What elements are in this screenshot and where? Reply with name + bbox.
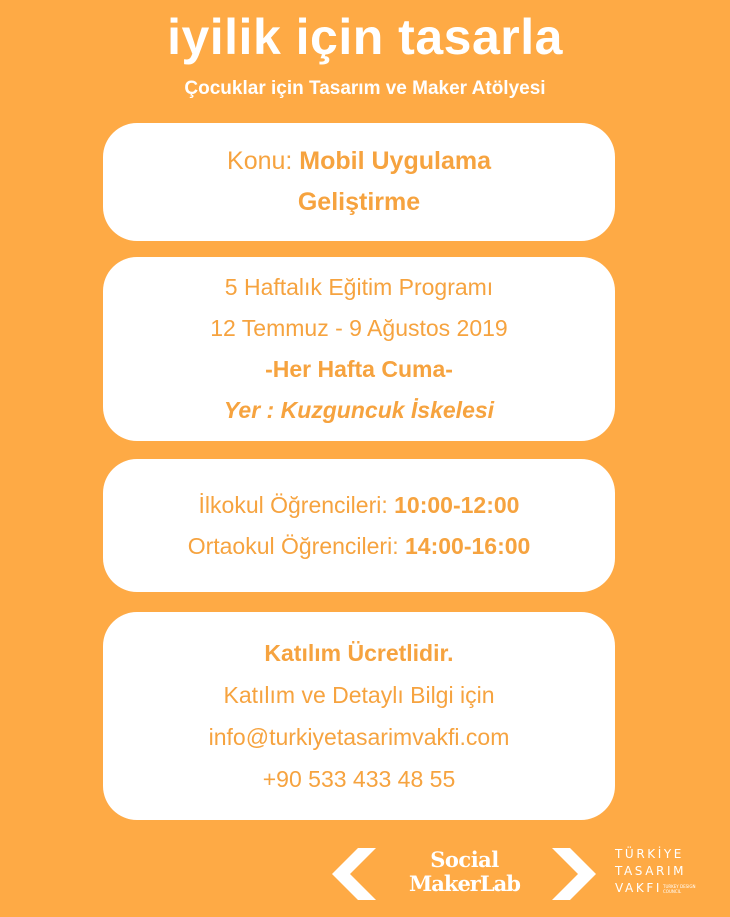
turkiye-tasarim-vakfi-logo [615,846,699,902]
topic-card [103,123,615,241]
contact-fee: Katılım Ücretlidir. [264,640,454,666]
social-makerlab-line-1: Social [430,847,499,872]
tv-logo-line-1: TÜRKİYE [615,847,684,861]
page-subtitle: Çocuklar için Tasarım ve Maker Atölyesi [184,78,546,99]
chevron-left-icon [330,846,378,902]
tv-logo-line-3: VAKFI [615,881,662,895]
tv-logo-line-2: TASARIM [615,864,687,878]
schedule-middle [188,526,531,567]
program-day: -Her Hafta Cuma- [265,356,453,382]
schedule-primary-label: İlkokul Öğrencileri: [198,491,395,518]
social-makerlab-line-2: MakerLab [409,871,520,896]
topic-value-line-1: Mobil Uygulama [299,147,491,175]
schedule-card [103,459,615,592]
chevron-right-icon [550,846,598,902]
schedule-middle-label: Ortaokul Öğrencileri: [187,532,405,559]
schedule-middle-time: 14:00-16:00 [405,532,531,559]
topic-value-line-2: Geliştirme [297,188,421,216]
social-makerlab-text [392,848,537,896]
tv-logo-small-text: TURKEY DESIGN COUNCIL [663,884,696,894]
topic-label: Konu: [227,147,300,175]
schedule-primary [199,485,520,526]
program-duration: 5 Haftalık Eğitim Programı [224,274,494,300]
program-location: Yer : Kuzguncuk İskelesi [223,397,495,423]
contact-info-label: Katılım ve Detaylı Bilgi için [223,682,495,708]
schedule-primary-time: 10:00-12:00 [394,491,520,518]
program-card [103,257,615,441]
contact-card [103,612,615,820]
contact-email: info@turkiyetasarimvakfi.com [208,724,510,750]
topic-line-1 [227,141,491,182]
page-title: iyilik için tasarla [167,9,563,65]
program-dates: 12 Temmuz - 9 Ağustos 2019 [210,315,508,341]
contact-phone: +90 533 433 48 55 [262,766,456,792]
social-makerlab-logo [330,846,598,902]
